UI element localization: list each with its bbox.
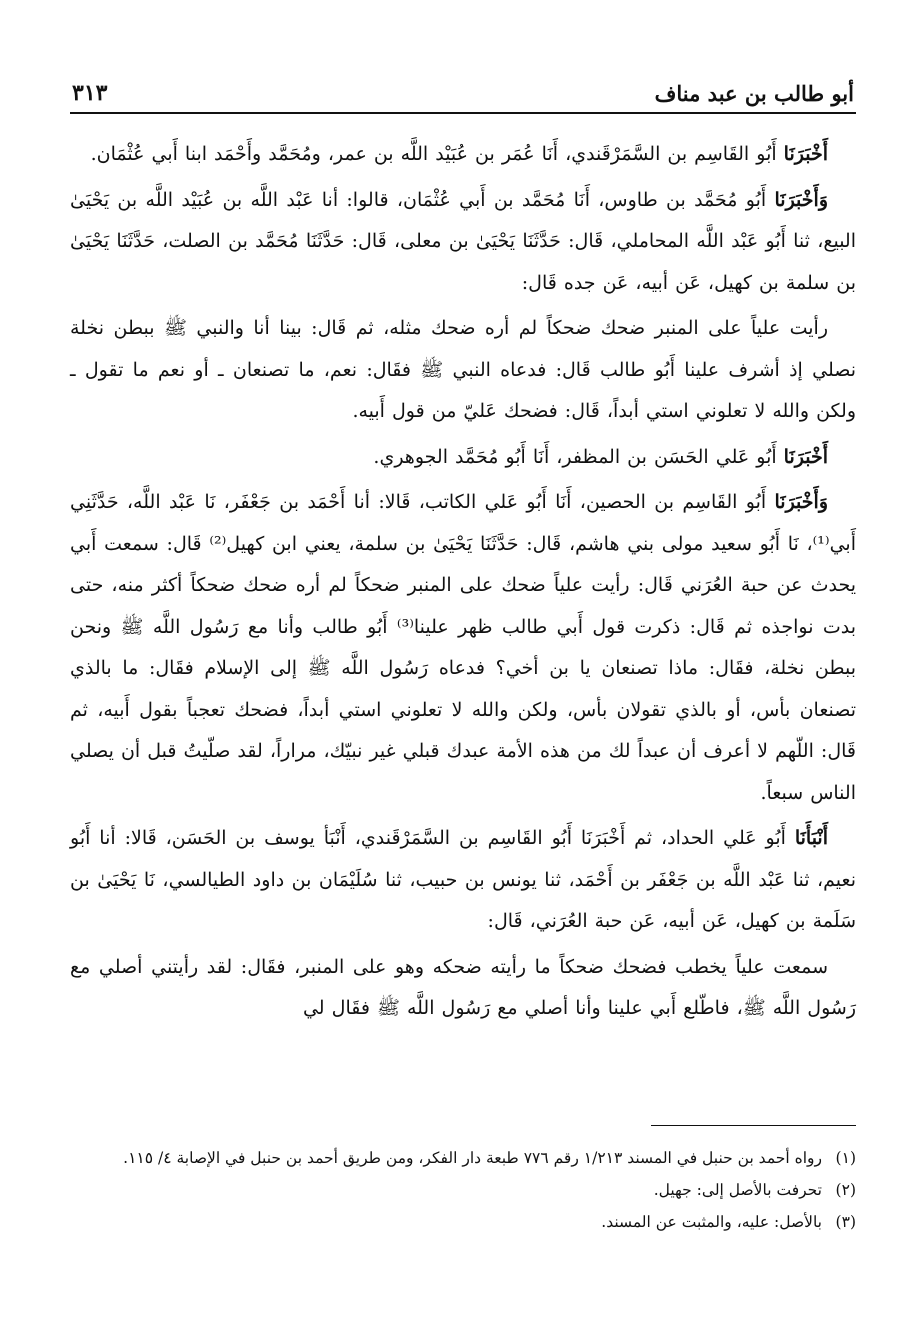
chain-keyword: وَأَخْبَرَنَا xyxy=(774,188,828,211)
paragraph-5 xyxy=(70,482,856,814)
footnote-text: بالأصل: عليه، والمثبت عن المسند. xyxy=(601,1213,822,1231)
footnote-number: (٢) xyxy=(835,1181,856,1199)
chain-keyword: وَأَخْبَرَنَا xyxy=(774,491,828,513)
footnote-1 xyxy=(70,1142,856,1174)
paragraph-text: سمعت علياً يخطب فضحك ضحكاً ما رأيته ضحكه وهو على المنبر، فقَال: لقد رأيتني أصلي مع رَسُول اللَّه ﷺ، فاطّلع أَبي علينا وأنا أصلي مع رَسُول اللَّه ﷺ فقَال لي xyxy=(70,955,856,1019)
paragraph-text: أَبُو عَلي الحَسَن بن المظفر، أَنَا أَبُو مُحَمَّد الجوهري. xyxy=(373,445,784,468)
page-number: ٣١٣ xyxy=(72,80,108,106)
paragraph-text: أَبُو مُحَمَّد بن طاوس، أَنَا مُحَمَّد بن أَبي عُثْمَان، قالوا: أنا عَبْد اللَّه بن عُبَيْد اللَّه بن يَحْيَىٰ البيع، ثنا أَبُو عَبْد اللَّه المحاملي، قَال: حَدَّثَنَا يَحْيَىٰ بن معلى، قَال: حَدَّثَنَا مُحَمَّد بن الصلت، حَدَّثَنَا يَحْيَىٰ بن سلمة بن كهيل، عَن أبيه، عَن جده قَال: xyxy=(70,188,856,294)
footnote-3 xyxy=(70,1206,856,1238)
paragraph-text: أَبُو القَاسِم بن الحصين، أَنَا أَبُو عَلي الكاتب، قَالا: أنا أَحْمَد بن جَعْفَر، نَا عَبْد اللَّه، حَدَّثَنِي أَبي⁽¹⁾، نَا أَبُو سعيد مولى بني هاشم، قَال: حَدَّثَنَا يَحْيَىٰ بن سلمة، يعني ابن كهيل⁽²⁾ قَال: سمعت أَبي يحدث عن حبة العُرَني قَال: رأيت علياً ضحك على المنبر ضحكاً لم أره ضحك ضحكاً أكثر منه، حتى بدت نواجذه ثم قَال: ذكرت قول أَبي طالب ظهر علينا⁽³⁾ أَبُو طالب وأنا مع رَسُول اللَّه ﷺ ونحن ببطن نخلة، فقَال: ماذا تصنعان يا بن أخي؟ فدعاه رَسُول اللَّه ﷺ إلى الإسلام فقَال: ما بالذي تصنعان بأس، أو بالذي تقولان بأس، ولكن والله لا تعلوني استي أبداً، فضحك تعجباً بقول أَبيه، ثم قَال: اللّهم لا أعرف أن عبداً لك من هذه الأمة عبدك قبلي غير نبيّك، مراراً، لقد صلّيتُ قبل أن يصلي الناس سبعاً. xyxy=(70,491,857,804)
footnotes xyxy=(70,1125,856,1238)
paragraph-7 xyxy=(70,947,856,1030)
main-text xyxy=(70,134,856,1030)
paragraph-text: أَبُو عَلي الحداد، ثم أَخْبَرَنَا أَبُو القَاسِم بن السَّمَرْقَندي، أَنْبَأ يوسف بن الحَسَن، قَالا: أنا أَبُو نعيم، ثنا عَبْد اللَّه بن جَعْفَر بن أَحْمَد، ثنا يونس بن حبيب، ثنا سُلَيْمَان بن داود الطيالسي، نَا يَحْيَىٰ بن سَلَمة بن كهيل، عَن أبيه، عَن حبة العُرَني، قَال: xyxy=(70,827,856,932)
paragraph-6 xyxy=(70,818,856,943)
footnote-text: تحرفت بالأصل إلى: جهيل. xyxy=(653,1181,822,1199)
footnote-number: (١) xyxy=(835,1149,856,1167)
paragraph-4 xyxy=(70,437,856,479)
paragraph-3 xyxy=(70,308,856,433)
footnote-divider xyxy=(651,1125,856,1126)
running-title: أبو طالب بن عبد مناف xyxy=(654,81,854,106)
chain-keyword: أَخْبَرَنَا xyxy=(783,143,828,165)
footnote-text: رواه أحمد بن حنبل في المسند ١/٢١٣ رقم ٧٧٦ طبعة دار الفكر، ومن طريق أحمد بن حنبل في الإصابة ٤/ ١١٥. xyxy=(123,1149,822,1167)
chain-keyword: أَنْبَأَنَا xyxy=(794,827,828,849)
footnote-2 xyxy=(70,1174,856,1206)
paragraph-2 xyxy=(70,180,856,305)
chain-keyword: أَخْبَرَنَا xyxy=(783,445,828,468)
paragraph-1 xyxy=(70,134,856,176)
running-header xyxy=(70,66,856,114)
paragraph-text: أَبُو القَاسِم بن السَّمَرْقَندي، أَنَا عُمَر بن عُبَيْد اللَّه بن عمر، ومُحَمَّد وأَحْمَد ابنا أَبي عُثْمَان. xyxy=(90,143,784,165)
footnote-number: (٣) xyxy=(835,1213,856,1231)
paragraph-text: رأيت علياً على المنبر ضحك ضحكاً لم أره ضحك مثله، ثم قَال: بينا أنا والنبي ﷺ ببطن نخلة نصلي إذ أشرف علينا أَبُو طالب قَال: فدعاه النبي ﷺ فقَال: نعم، ما تصنعان ـ أو نعم ما تقول ـ ولكن والله لا تعلوني استي أبداً، قَال: فضحك عَليّ من قول أَبيه. xyxy=(70,317,856,422)
